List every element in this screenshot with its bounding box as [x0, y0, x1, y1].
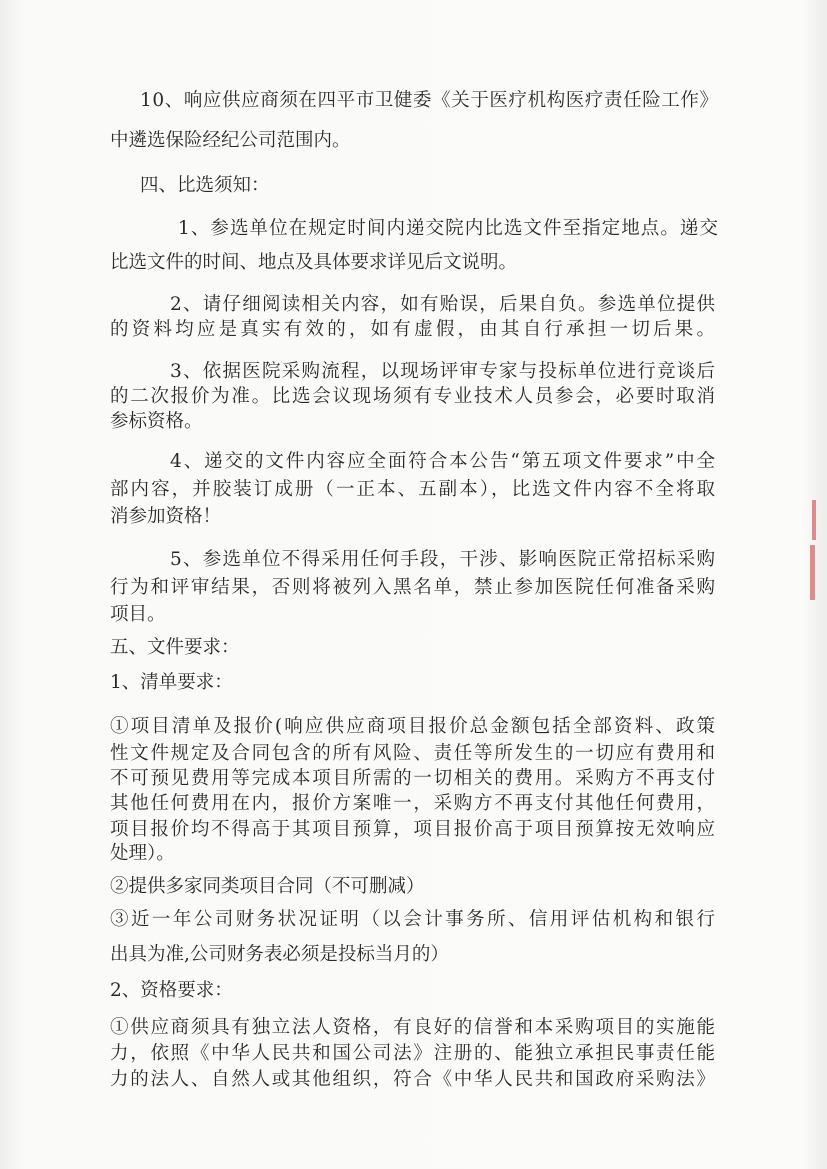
document-text-line: 5、参选单位不得采用任何手段，干涉、影响医院正常招标采购 — [170, 549, 717, 570]
document-text-line: 1、参选单位在规定时间内递交院内比选文件至指定地点。递交 — [178, 218, 720, 239]
document-text-line: 10、响应供应商须在四平市卫健委《关于医疗机构医疗责任险工作》 — [140, 90, 719, 111]
document-text-line: ③近一年公司财务状况证明（以会计事务所、信用评估机构和银行 — [110, 909, 718, 930]
document-text-line: 消参加资格！ — [110, 506, 222, 527]
document-text-line: 1、清单要求： — [110, 672, 233, 693]
document-text-line: ①供应商须具有独立法人资格，有良好的信誉和本采购项目的实施能 — [110, 1017, 717, 1038]
document-text-line: ①项目清单及报价(响应供应商项目报价总金额包括全部资料、政策 — [110, 716, 718, 737]
document-text-line: 比选文件的时间、地点及具体要求详见后文说明。 — [110, 252, 518, 273]
red-stamp-edge — [812, 500, 816, 540]
document-text-line: 不可预见费用等完成本项目所需的一切相关的费用。采购方不再支付 — [110, 768, 717, 789]
document-text-line: 2、资格要求： — [110, 980, 233, 1001]
document-text-line: 出具为准,公司财务表必须是投标当月的） — [110, 944, 449, 965]
document-text-line: 项目。 — [110, 604, 166, 625]
document-text-line: 3、依据医院采购流程，以现场评审专家与投标单位进行竞谈后 — [170, 361, 717, 382]
document-text-line: 性文件规定及合同包含的所有风险、责任等所发生的一切应有费用和 — [110, 743, 717, 764]
document-text-line: 力，依照《中华人民共和国公司法》注册的、能独立承担民事责任能 — [110, 1043, 717, 1064]
document-text-line: 行为和评审结果，否则将被列入黑名单，禁止参加医院任何准备采购 — [110, 577, 717, 598]
document-text-line: 其他任何费用在内，报价方案唯一，采购方不再支付其他任何费用， — [110, 793, 717, 814]
document-text-line: 项目报价均不得高于其项目预算，项目报价高于项目预算按无效响应 — [110, 819, 717, 840]
document-text-line: 参标资格。 — [110, 411, 203, 432]
document-text-line: 四、比选须知： — [140, 175, 270, 196]
document-text-line: 五、文件要求： — [110, 637, 240, 658]
document-text-line: 2、请仔细阅读相关内容，如有贻误，后果自负。参选单位提供 — [170, 294, 717, 315]
document-text-line: 部内容，并胶装订成册（一正本、五副本），比选文件内容不全将取 — [110, 479, 718, 500]
document-text-line: 力的法人、自然人或其他组织，符合《中华人民共和国政府采购法》 — [110, 1069, 717, 1090]
document-text-line: 的资料均应是真实有效的，如有虚假，由其自行承担一切后果。 — [110, 319, 719, 340]
red-stamp-edge — [810, 545, 815, 600]
document-text-line: 的二次报价为准。比选会议现场须有专业技术人员参会，必要时取消 — [110, 386, 717, 407]
document-text-line: 中遴选保险经纪公司范围内。 — [110, 130, 351, 151]
document-text-line: ②提供多家同类项目合同（不可删减） — [110, 876, 425, 897]
document-text-line: 处理）。 — [110, 843, 175, 864]
document-text-line: 4、递交的文件内容应全面符合本公告“第五项文件要求”中全 — [170, 451, 717, 472]
